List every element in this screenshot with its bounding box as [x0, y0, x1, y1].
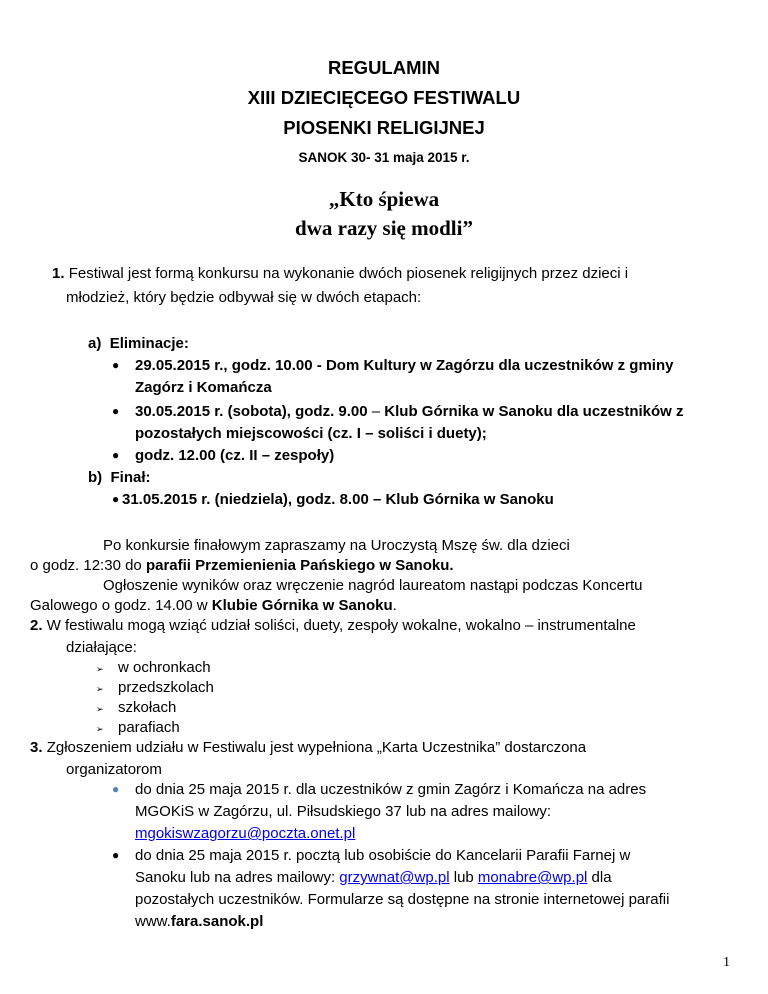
list-item: w ochronkach	[118, 659, 211, 676]
email-link-monabre[interactable]: monabre@wp.pl	[477, 869, 588, 886]
section-2-number: 2.	[30, 617, 43, 634]
section-2-line-2: działające:	[66, 639, 137, 656]
submission-item-2-line-2: Sanoku lub na adres mailowy: grzywnat@wp.pl lub monabre@wp.pl dla	[135, 869, 612, 886]
list-item: szkołach	[118, 699, 177, 716]
email-link-grzywnat[interactable]: grzywnat@wp.pl	[339, 869, 450, 886]
eliminacje-item-2-line-1: 30.05.2015 r. (sobota), godz. 9.00 – Klub Górnika w Sanoku dla uczestników z	[135, 403, 684, 420]
section-1-number: 1.	[52, 265, 65, 282]
page-number: 1	[723, 955, 730, 970]
bullet-icon: ●	[112, 492, 120, 506]
title-piosenki: PIOSENKI RELIGIJNEJ	[283, 117, 485, 138]
section-3-line-1: 3. Zgłoszeniem udziału w Festiwalu jest wypełniona „Karta Uczestnika” dostarczona	[30, 739, 587, 756]
results-paragraph-line-1: Ogłoszenie wyników oraz wręczenie nagród laureatom nastąpi podczas Koncertu	[103, 577, 643, 594]
section-3-line-2: organizatorom	[66, 761, 162, 778]
mass-paragraph-line-2: o godz. 12:30 do parafii Przemienienia Pańskiego w Sanoku.	[30, 557, 454, 574]
arrow-bullet-icon: ➢	[96, 724, 104, 734]
arrow-bullet-icon: ➢	[96, 704, 104, 714]
eliminacje-item-2-line-2: pozostałych miejscowości (cz. I – soliści i duety);	[135, 425, 487, 442]
submission-item-2-line-1: do dnia 25 maja 2015 r. pocztą lub osobiście do Kancelarii Parafii Farnej w	[135, 847, 631, 864]
mass-paragraph-line-1: Po konkursie finałowym zapraszamy na Uroczystą Mszę św. dla dzieci	[103, 537, 570, 554]
submission-item-1-line-1: do dnia 25 maja 2015 r. dla uczestników z gmin Zagórz i Komańcza na adres	[135, 781, 647, 798]
submission-item-2-line-4: www.fara.sanok.pl	[135, 913, 264, 930]
section-1-line-2: młodzież, który będzie odbywał się w dwóch etapach:	[66, 289, 422, 306]
motto-line-2: dwa razy się modli”	[295, 216, 473, 240]
list-item: przedszkolach	[118, 679, 214, 696]
section-1-line-1: 1. Festiwal jest formą konkursu na wykonanie dwóch piosenek religijnych przez dzieci i	[52, 265, 629, 282]
subtitle-date: SANOK 30- 31 maja 2015 r.	[298, 150, 470, 165]
list-item: parafiach	[118, 719, 180, 736]
eliminacje-item-1-line-1: 29.05.2015 r., godz. 10.00 - Dom Kultury w Zagórzu dla uczestników z gminy	[135, 357, 674, 374]
arrow-bullet-icon: ➢	[96, 664, 104, 674]
bullet-icon: ●	[112, 358, 120, 372]
results-paragraph-line-2: Galowego o godz. 14.00 w Klubie Górnika w Sanoku.	[30, 597, 397, 614]
title-regulamin: REGULAMIN	[327, 57, 441, 78]
section-3-number: 3.	[30, 739, 43, 756]
email-link-mgokis[interactable]: mgokiswzagorzu@poczta.onet.pl	[135, 825, 356, 842]
eliminacje-item-1-line-2: Zagórz i Komańcza	[135, 379, 272, 396]
eliminacje-heading: a) Eliminacje:	[88, 335, 189, 352]
submission-item-1-email-line	[135, 824, 355, 844]
title-festival: XIII DZIECIĘCEGO FESTIWALU	[247, 87, 521, 108]
arrow-bullet-icon: ➢	[96, 684, 104, 694]
final-heading: b) Finał:	[88, 469, 151, 486]
final-item-1: 31.05.2015 r. (niedziela), godz. 8.00 – Klub Górnika w Sanoku	[122, 491, 554, 508]
bullet-icon: ●	[112, 448, 120, 462]
submission-item-1-line-2: MGOKiS w Zagórzu, ul. Piłsudskiego 37 lub na adres mailowy:	[135, 803, 552, 820]
section-2-line-1: 2. W festiwalu mogą wziąć udział soliści, duety, zespoły wokalne, wokalno – instrumentalne	[30, 617, 636, 634]
bullet-icon: ●	[112, 848, 120, 862]
eliminacje-item-3: godz. 12.00 (cz. II – zespoły)	[135, 447, 335, 464]
bullet-icon: ●	[112, 404, 120, 418]
submission-item-2-line-3: pozostałych uczestników. Formularze są dostępne na stronie internetowej parafii	[135, 891, 670, 908]
motto-line-1: „Kto śpiewa	[328, 187, 440, 211]
bullet-icon: ●	[112, 782, 120, 796]
